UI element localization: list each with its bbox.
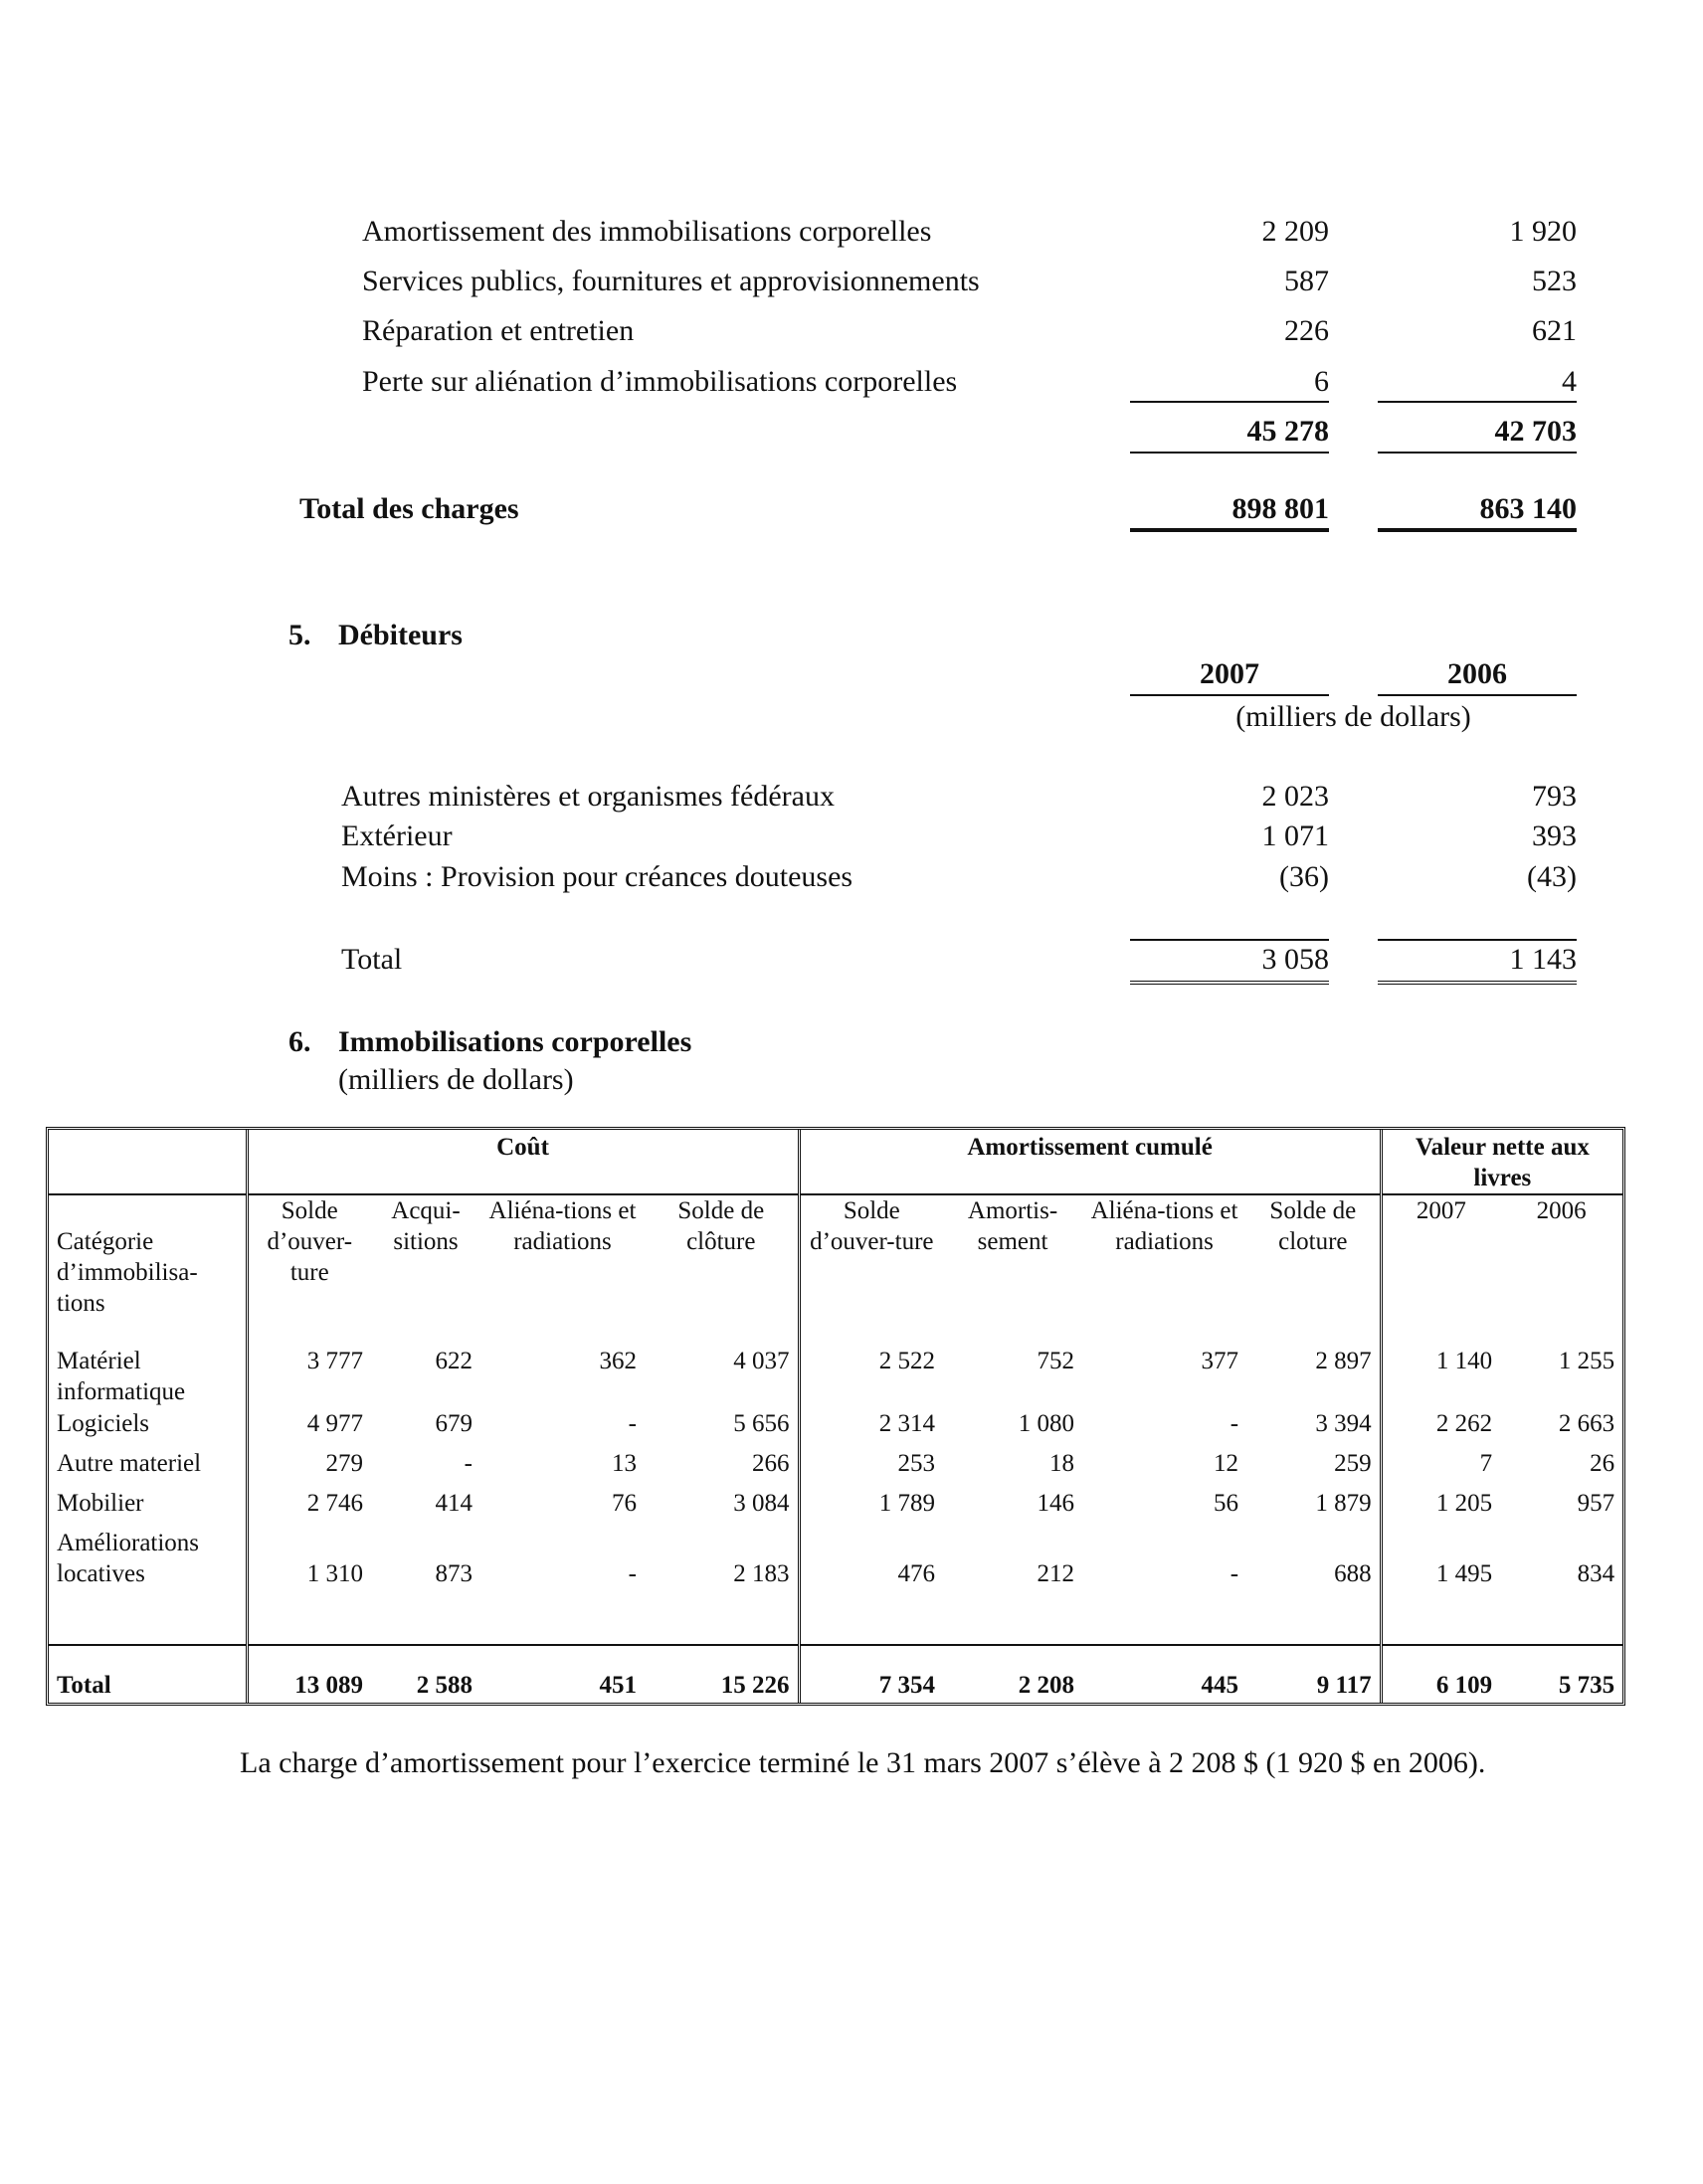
charge-value-2006: 4: [1562, 365, 1577, 398]
cell-amort-cloture: 3 394: [1315, 1410, 1372, 1437]
immobilisations-table: [46, 1127, 1625, 1706]
col-header-valeur-2007: 2007: [1381, 1194, 1500, 1346]
debiteur-2006: 793: [1532, 780, 1577, 813]
cell-amort-ouverture: 2 522: [799, 1346, 943, 1408]
total-cout-cloture: 15 226: [645, 1645, 799, 1703]
cell-cout-acquisitions: -: [464, 1450, 473, 1477]
cell-cout-acquisitions: 622: [435, 1348, 473, 1374]
cell-amort-ouverture: 2 314: [799, 1408, 943, 1448]
row-categorie: Total: [49, 1645, 247, 1703]
subtotal-2006: 42 703: [1494, 415, 1577, 448]
total-amort-amortissement: 2 208: [943, 1645, 1082, 1703]
cell-cout-ouverture: 2 746: [247, 1488, 371, 1528]
section-heading: Immobilisations corporelles: [338, 1025, 692, 1058]
col-header-amort-alienations: Aliéna-tions et radiations: [1090, 1197, 1238, 1255]
col-header-cout-acquisitions: Acqui-sitions: [391, 1197, 461, 1255]
cell-valeur-2006: 957: [1577, 1490, 1615, 1517]
debiteurs-total-label: Total: [341, 943, 403, 976]
cell-valeur-2007: 2 262: [1381, 1408, 1500, 1448]
underline: [1130, 939, 1329, 941]
cell-valeur-2006: 2 663: [1558, 1410, 1615, 1437]
debiteur-2007: 2 023: [1261, 780, 1329, 813]
row-categorie: Améliorations locatives: [57, 1530, 200, 1587]
total-amort-alienations: 445: [1082, 1645, 1246, 1703]
table-row: [49, 1448, 1622, 1488]
table-row: [49, 1346, 1622, 1408]
group-header-valeur: Valeur nette aux livres: [1381, 1130, 1622, 1194]
charge-label: Services publics, fournitures et approvisionnements: [362, 265, 980, 297]
col-header-amort-cloture: Solde de cloture: [1269, 1197, 1357, 1255]
charge-value-2007: 226: [1284, 314, 1329, 347]
section-heading: Débiteurs: [338, 619, 463, 651]
table-row: [49, 1408, 1622, 1448]
debiteurs-total-2006: 1 143: [1509, 943, 1577, 976]
cell-cout-alienations: 13: [612, 1450, 637, 1477]
cell-cout-ouverture: 4 977: [247, 1408, 371, 1448]
charge-value-2007: 6: [1314, 365, 1329, 398]
underline: [1378, 401, 1577, 403]
charge-value-2006: 1 920: [1509, 215, 1577, 248]
row-categorie: Matériel informatique: [57, 1348, 186, 1405]
cell-amort-amortissement: 212: [1037, 1560, 1075, 1587]
col-header-cout-alienations: Aliéna-tions et radiations: [488, 1197, 637, 1255]
row-categorie: Autre materiel: [57, 1450, 202, 1477]
charge-label: Réparation et entretien: [362, 314, 635, 347]
cell-amort-alienations: -: [1230, 1560, 1239, 1587]
cell-amort-amortissement: 146: [1037, 1490, 1075, 1517]
cell-amort-amortissement: 1 080: [1018, 1410, 1075, 1437]
cell-valeur-2006: 834: [1577, 1560, 1615, 1587]
cell-amort-alienations: -: [1230, 1410, 1239, 1437]
table-row: [49, 1488, 1622, 1528]
cell-cout-ouverture: 3 777: [247, 1346, 371, 1408]
cell-amort-ouverture: 1 789: [799, 1488, 943, 1528]
cell-valeur-2007: 1 495: [1381, 1528, 1500, 1645]
total-amort-ouverture: 7 354: [799, 1645, 943, 1703]
cell-amort-cloture: 1 879: [1315, 1490, 1372, 1517]
charge-value-2006: 621: [1532, 314, 1577, 347]
charge-value-2006: 523: [1532, 265, 1577, 297]
total-valeur-2007: 6 109: [1381, 1645, 1500, 1703]
double-underline: [1130, 981, 1329, 989]
double-underline: [1378, 981, 1577, 989]
row-categorie: Logiciels: [57, 1410, 150, 1437]
underline: [1378, 939, 1577, 941]
col-header-2006: 2006: [1447, 657, 1507, 690]
debiteur-label: Moins : Provision pour créances douteuses: [341, 860, 853, 893]
charge-label: Amortissement des immobilisations corporelles: [362, 215, 932, 248]
col-header-cout-cloture: Solde de clôture: [677, 1197, 765, 1255]
cell-cout-ouverture: 1 310: [247, 1528, 371, 1645]
debiteur-label: Extérieur: [341, 819, 453, 852]
total-valeur-2006: 5 735: [1500, 1645, 1622, 1703]
cell-amort-alienations: 12: [1214, 1450, 1239, 1477]
cell-amort-cloture: 259: [1334, 1450, 1372, 1477]
col-header-valeur-2006: 2006: [1536, 1197, 1587, 1224]
cell-cout-cloture: 4 037: [733, 1348, 790, 1374]
table-total-row: [49, 1645, 1622, 1703]
debiteur-2006: 393: [1532, 819, 1577, 852]
cell-cout-acquisitions: 679: [435, 1410, 473, 1437]
debiteur-2006: (43): [1527, 860, 1577, 893]
debiteur-2007: 1 071: [1261, 819, 1329, 852]
cell-cout-alienations: 76: [612, 1490, 637, 1517]
cell-amort-alienations: 56: [1214, 1490, 1239, 1517]
cell-cout-acquisitions: 873: [435, 1560, 473, 1587]
cell-cout-ouverture: 279: [247, 1448, 371, 1488]
total-charges-2006: 863 140: [1479, 492, 1577, 525]
cell-amort-cloture: 688: [1334, 1560, 1372, 1587]
underline: [1130, 452, 1329, 454]
units-label: (milliers de dollars): [338, 1063, 574, 1096]
group-header-cout: Coût: [247, 1130, 799, 1194]
cell-cout-cloture: 5 656: [733, 1410, 790, 1437]
debiteur-label: Autres ministères et organismes fédéraux: [341, 780, 835, 813]
underline: [1378, 452, 1577, 454]
cell-cout-cloture: 266: [752, 1450, 790, 1477]
debiteurs-total-2007: 3 058: [1261, 943, 1329, 976]
cell-valeur-2007: 7: [1381, 1448, 1500, 1488]
total-cout-acquisitions: 2 588: [371, 1645, 480, 1703]
cell-amort-cloture: 2 897: [1315, 1348, 1372, 1374]
total-charges-label: Total des charges: [299, 492, 519, 525]
empty-header-cell: [49, 1130, 247, 1194]
total-amort-cloture: 9 117: [1246, 1645, 1381, 1703]
cell-cout-alienations: -: [628, 1560, 637, 1587]
col-header-amort-ouverture: Solde d’ouver-ture: [799, 1194, 943, 1346]
charge-label: Perte sur aliénation d’immobilisations corporelles: [362, 365, 958, 398]
total-cout-ouverture: 13 089: [247, 1645, 371, 1703]
cell-amort-ouverture: 253: [799, 1448, 943, 1488]
underline: [1378, 694, 1577, 696]
cell-amort-amortissement: 18: [1049, 1450, 1075, 1477]
subtotal-2007: 45 278: [1246, 415, 1329, 448]
cell-valeur-2006: 1 255: [1558, 1348, 1615, 1374]
cell-valeur-2006: 26: [1590, 1450, 1615, 1477]
cell-cout-cloture: 2 183: [733, 1560, 790, 1587]
col-header-categorie: Catégorie d’immobilisa-tions: [57, 1228, 198, 1317]
cell-valeur-2007: 1 205: [1381, 1488, 1500, 1528]
total-charges-2007: 898 801: [1231, 492, 1329, 525]
underline: [1130, 401, 1329, 403]
debiteur-2007: (36): [1279, 860, 1329, 893]
total-cout-alienations: 451: [480, 1645, 645, 1703]
group-header-amortissement: Amortissement cumulé: [799, 1130, 1381, 1194]
section-number: 6.: [288, 1025, 311, 1058]
charge-value-2007: 2 209: [1261, 215, 1329, 248]
cell-cout-cloture: 3 084: [733, 1490, 790, 1517]
row-categorie: Mobilier: [57, 1490, 144, 1517]
amortissement-note: La charge d’amortissement pour l’exercice terminé le 31 mars 2007 s’élève à 2 208 $ (1 920 $ en 2006).: [240, 1746, 1486, 1779]
col-header-amort-amortissement: Amortis-sement: [967, 1197, 1058, 1255]
cell-cout-alienations: 362: [599, 1348, 637, 1374]
units-label: (milliers de dollars): [1235, 700, 1471, 733]
cell-amort-ouverture: 476: [799, 1528, 943, 1645]
double-underline: [1130, 528, 1329, 532]
cell-valeur-2007: 1 140: [1381, 1346, 1500, 1408]
charge-value-2007: 587: [1284, 265, 1329, 297]
cell-cout-acquisitions: 414: [435, 1490, 473, 1517]
cell-cout-alienations: -: [628, 1410, 637, 1437]
cell-amort-alienations: 377: [1201, 1348, 1239, 1374]
cell-amort-amortissement: 752: [1037, 1348, 1075, 1374]
double-underline: [1378, 528, 1577, 532]
col-header-2007: 2007: [1200, 657, 1259, 690]
section-number: 5.: [288, 619, 311, 651]
table-row: [49, 1528, 1622, 1645]
underline: [1130, 694, 1329, 696]
col-header-cout-ouverture: Solde d’ouver-ture: [247, 1194, 371, 1346]
